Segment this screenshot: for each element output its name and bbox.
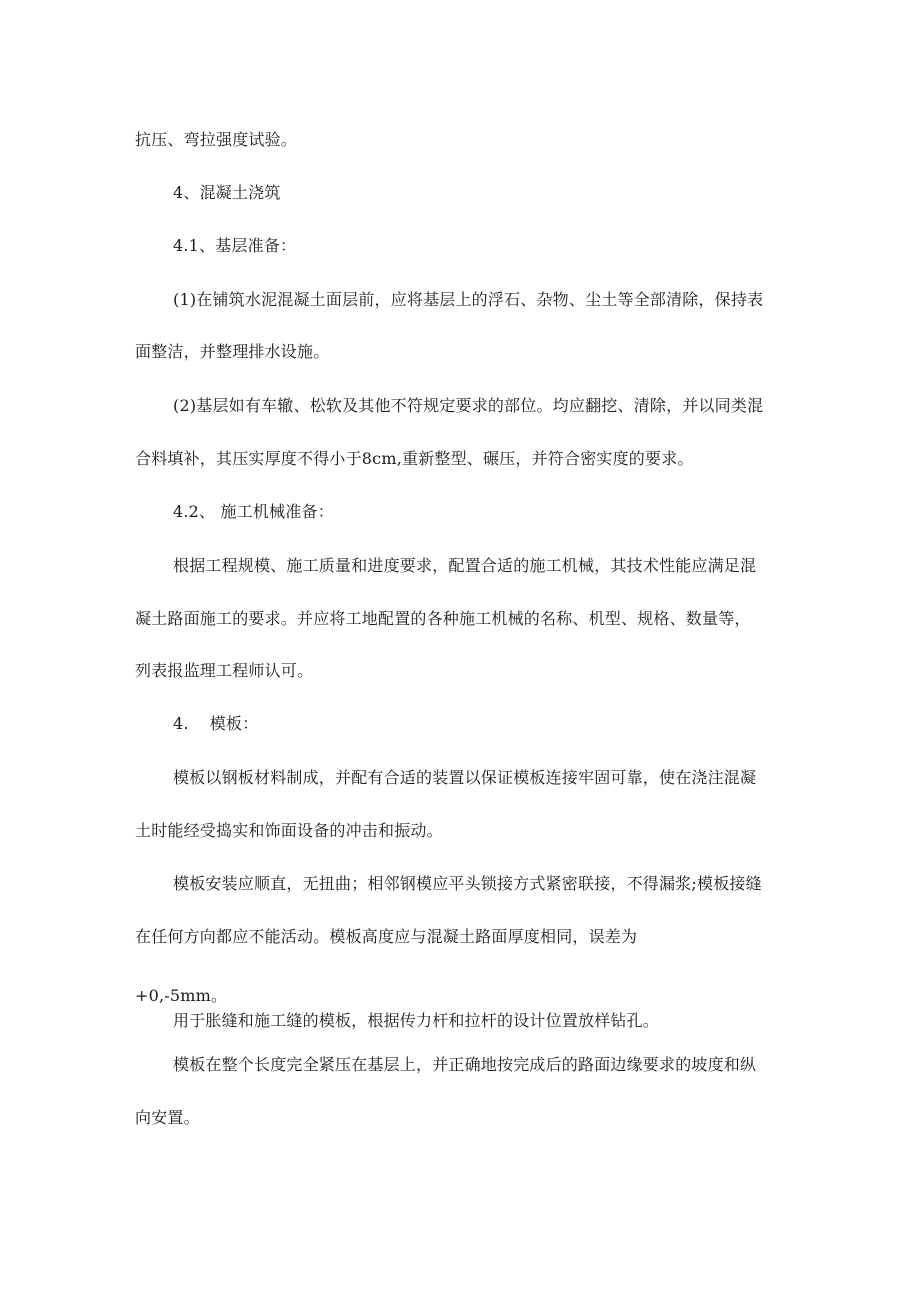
text-line: 向安置。 [135, 1108, 200, 1127]
subsection-heading: 4. 模板： [173, 714, 259, 733]
text-line: 根据工程规模、施工质量和进度要求，配置合适的施工机械，其技术性能应满足混 [173, 556, 757, 575]
text-line: 用于胀缝和施工缝的模板，根据传力杆和拉杆的设计位置放样钻孔。 [173, 1011, 660, 1030]
text-line: +0,-5mm。 [135, 986, 228, 1005]
text-line: 面整洁，并整理排水设施。 [135, 342, 330, 361]
text-line: 土时能经受捣实和饰面设备的冲击和振动。 [135, 821, 443, 840]
text-line: (1)在铺筑水泥混凝土面层前，应将基层上的浮石、杂物、尘土等全部清除，保持表 [173, 290, 764, 309]
text-line: (2)基层如有车辙、松软及其他不符规定要求的部位。均应翻挖、清除，并以同类混 [173, 396, 764, 415]
text-line: 模板在整个长度完全紧压在基层上，并正确地按完成后的路面边缘要求的坡度和纵 [173, 1055, 757, 1074]
text-line: 在任何方向都应不能活动。模板高度应与混凝土路面厚度相同，误差为 [135, 927, 638, 946]
subsection-heading: 4.2、 施工机械准备： [173, 502, 334, 521]
text-line: 列表报监理工程师认可。 [135, 661, 314, 680]
subsection-heading: 4.1、基层准备： [173, 236, 297, 255]
section-heading: 4、混凝土浇筑 [173, 183, 281, 202]
text-line: 抗压、弯拉强度试验。 [135, 130, 298, 149]
text-line: 凝土路面施工的要求。并应将工地配置的各种施工机械的名称、机型、规格、数量等， [135, 609, 751, 628]
text-line: 模板以钢板材料制成，并配有合适的装置以保证模板连接牢固可靠，使在浇注混凝 [173, 768, 757, 787]
text-line: 模板安装应顺直，无扭曲；相邻钢模应平头锁接方式紧密联接，不得漏浆;模板接缝 [173, 874, 762, 893]
text-line: 合料填补，其压实厚度不得小于8cm,重新整型、碾压，并符合密实度的要求。 [135, 449, 694, 468]
